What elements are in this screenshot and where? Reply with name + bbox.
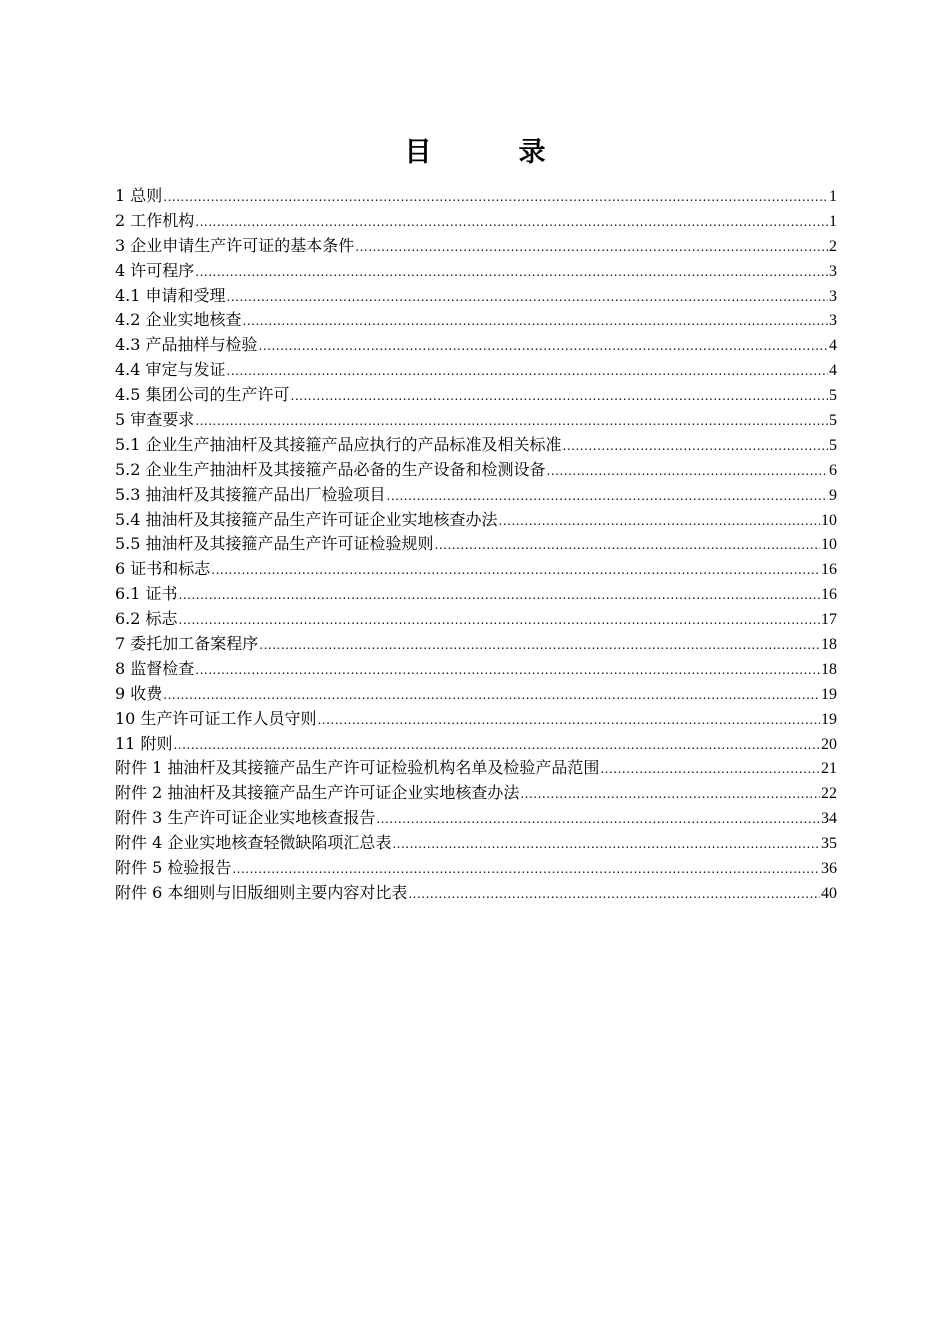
toc-entry-label: 附件 6 本细则与旧版细则主要内容对比表 — [115, 882, 408, 902]
toc-entry-page-number: 9 — [829, 486, 837, 504]
toc-entry[interactable] — [115, 582, 837, 607]
toc-dot-leader — [173, 733, 820, 758]
toc-entry-label: 9 收费 — [115, 683, 163, 703]
toc-entry-page-number: 3 — [829, 312, 837, 330]
toc-dot-leader — [179, 583, 820, 608]
toc-entry-page-number: 16 — [821, 586, 837, 604]
toc-dot-leader — [195, 260, 828, 285]
toc-dot-leader — [195, 210, 828, 235]
toc-entry-label: 5 审查要求 — [115, 410, 195, 430]
table-of-contents — [115, 184, 837, 906]
toc-entry-page-number: 34 — [821, 810, 837, 828]
toc-entry-page-number: 22 — [821, 785, 837, 803]
toc-entry-label: 附件 4 企业实地核查轻微缺陷项汇总表 — [115, 833, 392, 853]
toc-dot-leader — [259, 334, 828, 359]
toc-entry-label: 4.3 产品抽样与检验 — [115, 335, 258, 355]
toc-entry[interactable] — [115, 383, 837, 408]
toc-dot-leader — [520, 782, 820, 807]
toc-entry[interactable] — [115, 856, 837, 881]
toc-entry[interactable] — [115, 831, 837, 856]
toc-entry[interactable] — [115, 732, 837, 757]
toc-dot-leader — [291, 384, 828, 409]
toc-entry-page-number: 16 — [821, 561, 837, 579]
toc-entry[interactable] — [115, 806, 837, 831]
toc-dot-leader — [211, 558, 820, 583]
toc-entry-label: 4.4 审定与发证 — [115, 360, 226, 380]
toc-entry-page-number: 20 — [821, 735, 837, 753]
toc-dot-leader — [317, 708, 820, 733]
toc-entry[interactable] — [115, 781, 837, 806]
toc-entry[interactable] — [115, 682, 837, 707]
toc-entry-label: 6 证书和标志 — [115, 559, 211, 579]
toc-entry-label: 3 企业申请生产许可证的基本条件 — [115, 235, 355, 255]
toc-entry-page-number: 4 — [829, 362, 837, 380]
toc-dot-leader — [408, 882, 820, 907]
toc-entry[interactable] — [115, 184, 837, 209]
toc-entry[interactable] — [115, 483, 837, 508]
toc-entry-label: 5.5 抽油杆及其接箍产品生产许可证检验规则 — [115, 534, 434, 554]
toc-dot-leader — [435, 533, 820, 558]
toc-entry-label: 4.5 集团公司的生产许可 — [115, 385, 290, 405]
toc-entry-page-number: 2 — [829, 237, 837, 255]
toc-entry-page-number: 17 — [821, 611, 837, 629]
toc-entry-page-number: 18 — [821, 636, 837, 654]
toc-entry-label: 5.4 抽油杆及其接箍产品生产许可证企业实地核查办法 — [115, 509, 498, 529]
toc-dot-leader — [227, 359, 828, 384]
toc-dot-leader — [243, 309, 828, 334]
toc-entry-page-number: 4 — [829, 337, 837, 355]
toc-entry-page-number: 18 — [821, 660, 837, 678]
toc-title: 目 录 — [404, 137, 576, 168]
toc-entry[interactable] — [115, 358, 837, 383]
toc-entry[interactable] — [115, 433, 837, 458]
toc-entry[interactable] — [115, 607, 837, 632]
toc-entry-page-number: 5 — [829, 412, 837, 430]
toc-entry-page-number: 19 — [821, 710, 837, 728]
toc-dot-leader — [387, 484, 828, 509]
toc-dot-leader — [163, 683, 820, 708]
toc-entry[interactable] — [115, 508, 837, 533]
toc-entry-page-number: 5 — [829, 387, 837, 405]
toc-entry-page-number: 1 — [829, 188, 837, 205]
toc-entry[interactable] — [115, 259, 837, 284]
toc-entry[interactable] — [115, 308, 837, 333]
toc-entry[interactable] — [115, 756, 837, 781]
toc-entry-label: 8 监督检查 — [115, 658, 195, 678]
toc-entry-page-number: 3 — [829, 262, 837, 280]
toc-entry-page-number: 5 — [829, 436, 837, 454]
toc-entry-label: 6.1 证书 — [115, 584, 178, 604]
toc-entry-label: 附件 2 抽油杆及其接箍产品生产许可证企业实地核查办法 — [115, 783, 520, 803]
toc-dot-leader — [547, 459, 828, 484]
toc-entry-label: 5.3 抽油杆及其接箍产品出厂检验项目 — [115, 484, 386, 504]
toc-dot-leader — [163, 185, 828, 210]
toc-dot-leader — [195, 409, 828, 434]
toc-entry-page-number: 36 — [821, 860, 837, 878]
toc-entry-page-number: 3 — [829, 287, 837, 305]
toc-dot-leader — [259, 633, 820, 658]
toc-dot-leader — [227, 285, 828, 310]
toc-entry[interactable] — [115, 881, 837, 906]
toc-entry[interactable] — [115, 532, 837, 557]
toc-entry-label: 11 附则 — [115, 733, 173, 753]
toc-entry-label: 4 许可程序 — [115, 260, 195, 280]
toc-entry-label: 6.2 标志 — [115, 609, 178, 629]
toc-entry-page-number: 10 — [821, 511, 837, 529]
toc-entry-label: 7 委托加工备案程序 — [115, 634, 259, 654]
toc-dot-leader — [499, 509, 820, 534]
toc-entry[interactable] — [115, 408, 837, 433]
toc-entry-label: 附件 1 抽油杆及其接箍产品生产许可证检验机构名单及检验产品范围 — [115, 758, 600, 778]
toc-entry[interactable] — [115, 458, 837, 483]
toc-entry-label: 4.1 申请和受理 — [115, 285, 226, 305]
toc-dot-leader — [376, 807, 820, 832]
toc-entry[interactable] — [115, 234, 837, 259]
toc-entry-label: 5.1 企业生产抽油杆及其接箍产品应执行的产品标准及相关标准 — [115, 434, 562, 454]
toc-entry[interactable] — [115, 632, 837, 657]
toc-dot-leader — [563, 434, 828, 459]
toc-dot-leader — [195, 658, 820, 683]
toc-entry-label: 10 生产许可证工作人员守则 — [115, 708, 317, 728]
toc-entry-label: 5.2 企业生产抽油杆及其接箍产品必备的生产设备和检测设备 — [115, 459, 546, 479]
toc-entry-page-number: 21 — [821, 760, 837, 778]
toc-entry-page-number: 1 — [829, 212, 837, 230]
toc-dot-leader — [179, 608, 820, 633]
toc-entry-label: 1 总则 — [115, 186, 163, 205]
toc-entry-page-number: 6 — [829, 461, 837, 479]
toc-dot-leader — [232, 857, 820, 882]
toc-entry-page-number: 19 — [821, 685, 837, 703]
toc-entry-page-number: 40 — [821, 884, 837, 902]
toc-entry-label: 附件 5 检验报告 — [115, 858, 232, 878]
toc-entry[interactable] — [115, 707, 837, 732]
toc-entry-label: 4.2 企业实地核查 — [115, 310, 242, 330]
toc-entry-label: 2 工作机构 — [115, 210, 195, 230]
toc-dot-leader — [355, 235, 828, 260]
toc-entry[interactable] — [115, 284, 837, 309]
toc-entry-page-number: 10 — [821, 536, 837, 554]
toc-dot-leader — [392, 832, 820, 857]
toc-entry[interactable] — [115, 333, 837, 358]
toc-entry[interactable] — [115, 209, 837, 234]
toc-dot-leader — [600, 757, 820, 782]
toc-entry-page-number: 35 — [821, 835, 837, 853]
toc-entry[interactable] — [115, 557, 837, 582]
toc-entry[interactable] — [115, 657, 837, 682]
toc-entry-label: 附件 3 生产许可证企业实地核查报告 — [115, 808, 376, 828]
